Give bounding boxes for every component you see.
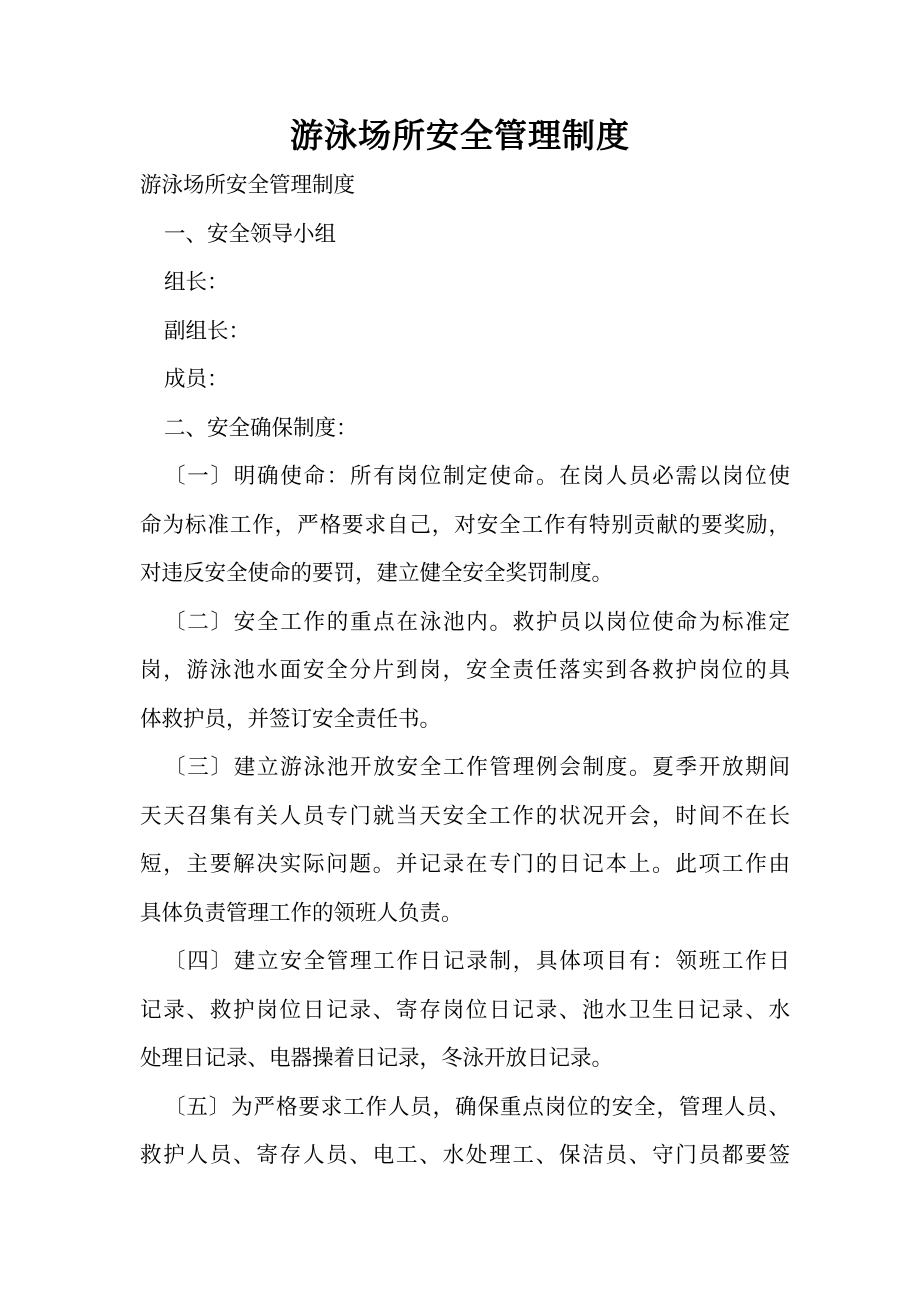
paragraph-3-line: 具体负责管理工作的领班人负责。 bbox=[140, 900, 463, 926]
paragraph-3-line: 短，主要解决实际问题。并记录在专门的日记本上。此项工作由 bbox=[140, 852, 790, 877]
paragraph-1-line: 命为标准工作，严格要求自己，对安全工作有特别贡献的要奖励， bbox=[140, 512, 790, 538]
paragraph-2-line: 体救护员，并签订安全责任书。 bbox=[140, 706, 442, 732]
field-members: 成员： bbox=[164, 367, 229, 392]
document-title: 游泳场所安全管理制度 bbox=[290, 116, 630, 155]
paragraph-5-line: 〔五〕为严格要求工作人员，确保重点岗位的安全，管理人员、 bbox=[164, 1094, 790, 1120]
field-leader: 组长： bbox=[164, 270, 229, 295]
section-heading-leadership: 一、安全领导小组 bbox=[164, 221, 337, 247]
field-deputy-leader: 副组长： bbox=[164, 318, 251, 344]
paragraph-1-line: 对违反安全使命的要罚，建立健全安全奖罚制度。 bbox=[140, 561, 614, 586]
subtitle-line: 游泳场所安全管理制度 bbox=[140, 173, 356, 198]
paragraph-2-line: 〔二〕安全工作的重点在泳池内。救护员以岗位使命为标准定 bbox=[164, 609, 790, 635]
document-body bbox=[140, 162, 790, 1181]
paragraph-3-line: 〔三〕建立游泳池开放安全工作管理例会制度。夏季开放期间 bbox=[164, 755, 790, 780]
paragraph-5-line: 救护人员、寄存人员、电工、水处理工、保洁员、守门员都要签 bbox=[140, 1143, 790, 1168]
paragraph-2-line: 岗，游泳池水面安全分片到岗，安全责任落实到各救护岗位的具 bbox=[140, 658, 790, 683]
section-heading-safety-system: 二、安全确保制度： bbox=[164, 415, 358, 441]
paragraph-1-line: 〔一〕明确使命：所有岗位制定使命。在岗人员必需以岗位使 bbox=[164, 464, 790, 489]
paragraph-4-line: 处理日记录、电器操着日记录，冬泳开放日记录。 bbox=[140, 1046, 614, 1071]
paragraph-4-line: 记录、救护岗位日记录、寄存岗位日记录、池水卫生日记录、水 bbox=[140, 997, 790, 1023]
paragraph-3-line: 天天召集有关人员专门就当天安全工作的状况开会，时间不在长 bbox=[140, 803, 790, 829]
paragraph-4-line: 〔四〕建立安全管理工作日记录制，具体项目有：领班工作日 bbox=[164, 949, 790, 974]
